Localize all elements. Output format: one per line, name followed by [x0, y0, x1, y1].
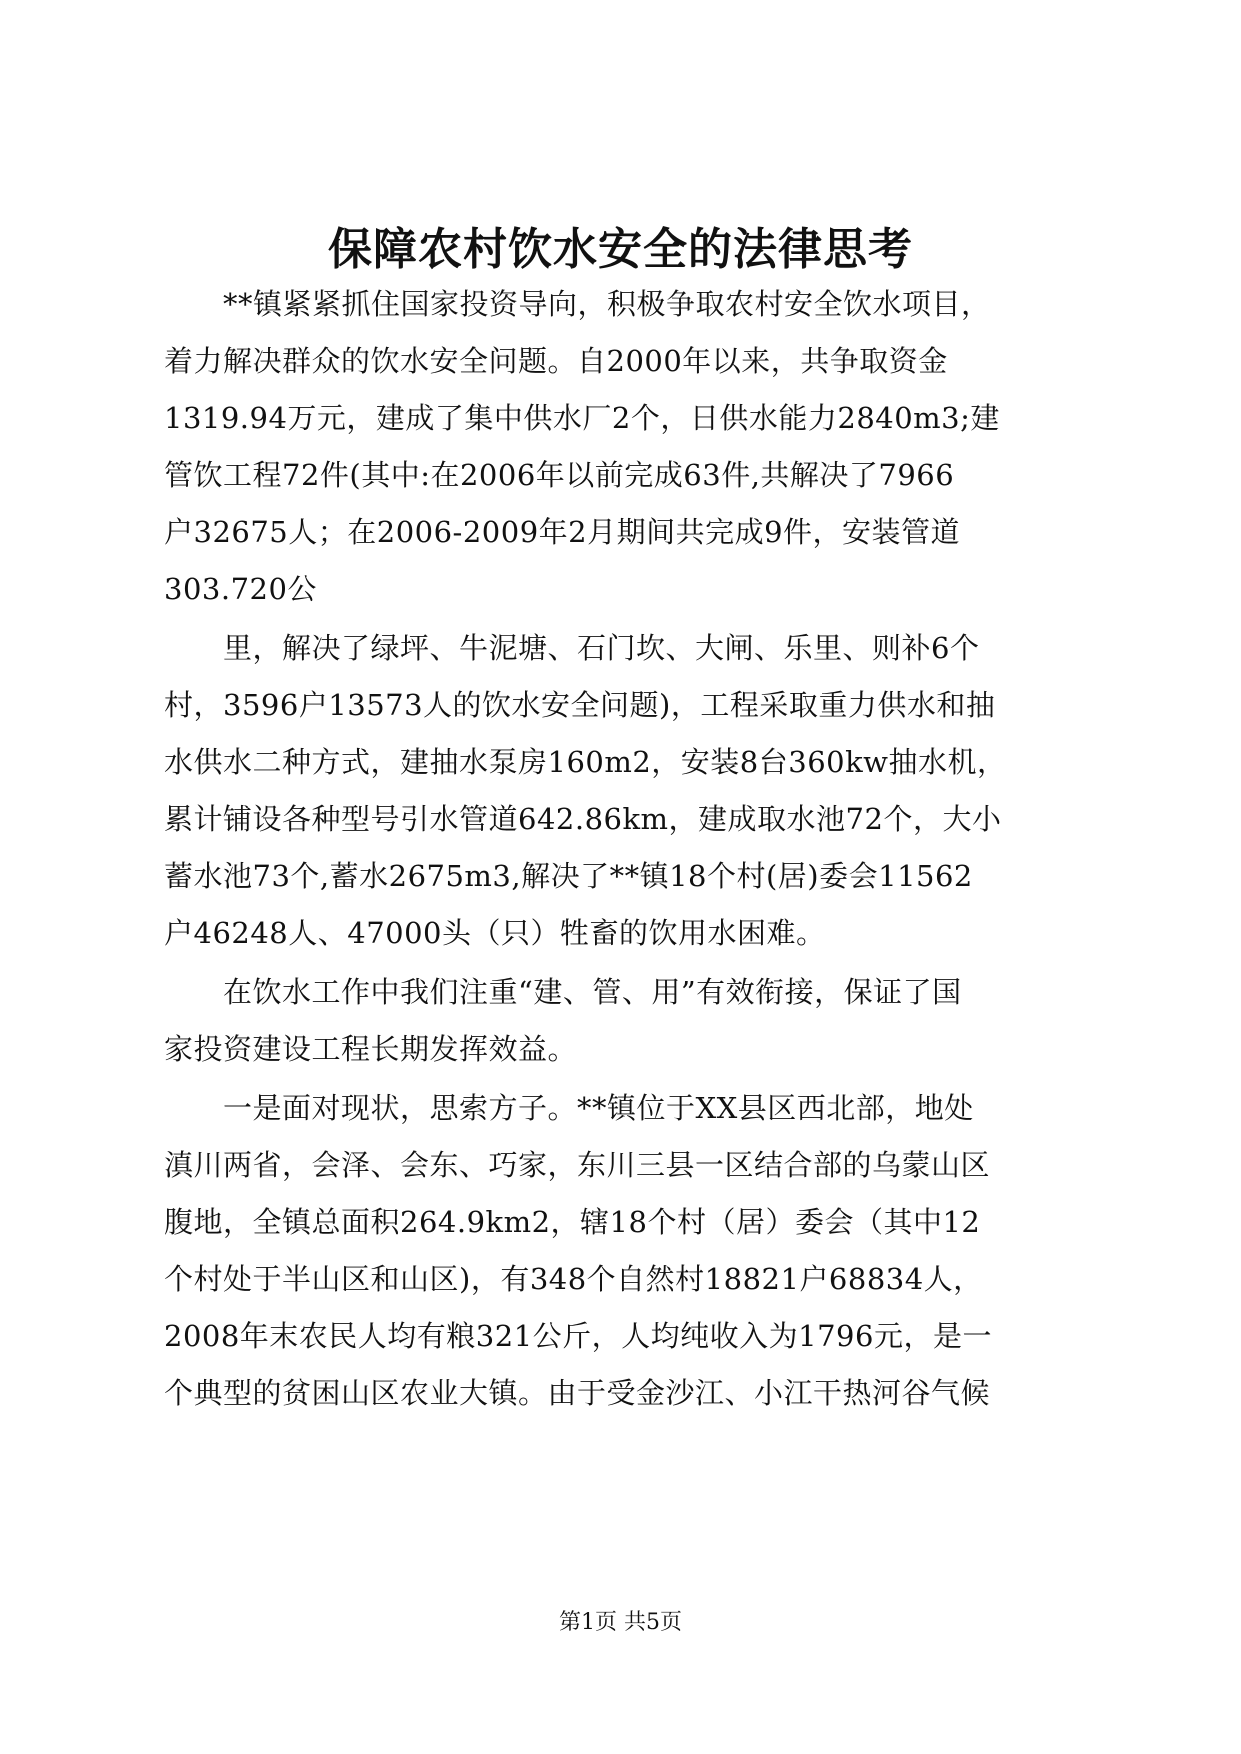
body-line: 滇川两省，会泽、会东、巧家，东川三县一区结合部的乌蒙山区: [164, 1148, 991, 1182]
body-line: 户46248人、47000头（只）牲畜的饮用水困难。: [164, 916, 826, 950]
body-line: **镇紧紧抓住国家投资导向，积极争取农村安全饮水项目，: [164, 287, 991, 321]
body-line: 一是面对现状，思索方子。**镇位于XX县区西北部，地处: [164, 1091, 974, 1125]
body-line: 蓄水池73个,蓄水2675m3,解决了**镇18个村(居)委会11562: [164, 859, 973, 893]
body-line: 村，3596户13573人的饮水安全问题)，工程采取重力供水和抽: [164, 688, 996, 722]
body-line: 管饮工程72件(其中:在2006年以前完成63件,共解决了7966: [164, 458, 955, 492]
page-number-footer: 第1页 共5页: [559, 1610, 682, 1635]
document-title: 保障农村饮水安全的法律思考: [328, 224, 913, 275]
body-line: 腹地，全镇总面积264.9km2，辖18个村（居）委会（其中12: [164, 1205, 981, 1239]
body-line: 2008年末农民人均有粮321公斤，人均纯收入为1796元，是一: [164, 1319, 992, 1353]
body-line: 303.720公: [164, 572, 317, 606]
body-line: 在饮水工作中我们注重“建、管、用”有效衔接，保证了国: [164, 975, 962, 1009]
body-line: 里，解决了绿坪、牛泥塘、石门坎、大闸、乐里、则补6个: [164, 631, 980, 665]
body-line: 累计铺设各种型号引水管道642.86km，建成取水池72个，大小: [164, 802, 1002, 836]
body-line: 个村处于半山区和山区)，有348个自然村18821户68834人，: [164, 1262, 983, 1296]
body-line: 户32675人；在2006-2009年2月期间共完成9件，安装管道: [164, 515, 961, 549]
body-line: 个典型的贫困山区农业大镇。由于受金沙江、小江干热河谷气候: [164, 1376, 991, 1410]
body-line: 家投资建设工程长期发挥效益。: [164, 1032, 578, 1066]
body-line: 1319.94万元，建成了集中供水厂2个，日供水能力2840m3;建: [164, 401, 1000, 435]
body-line: 着力解决群众的饮水安全问题。自2000年以来，共争取资金: [164, 344, 948, 378]
body-line: 水供水二种方式，建抽水泵房160m2，安装8台360kw抽水机，: [164, 745, 1007, 779]
